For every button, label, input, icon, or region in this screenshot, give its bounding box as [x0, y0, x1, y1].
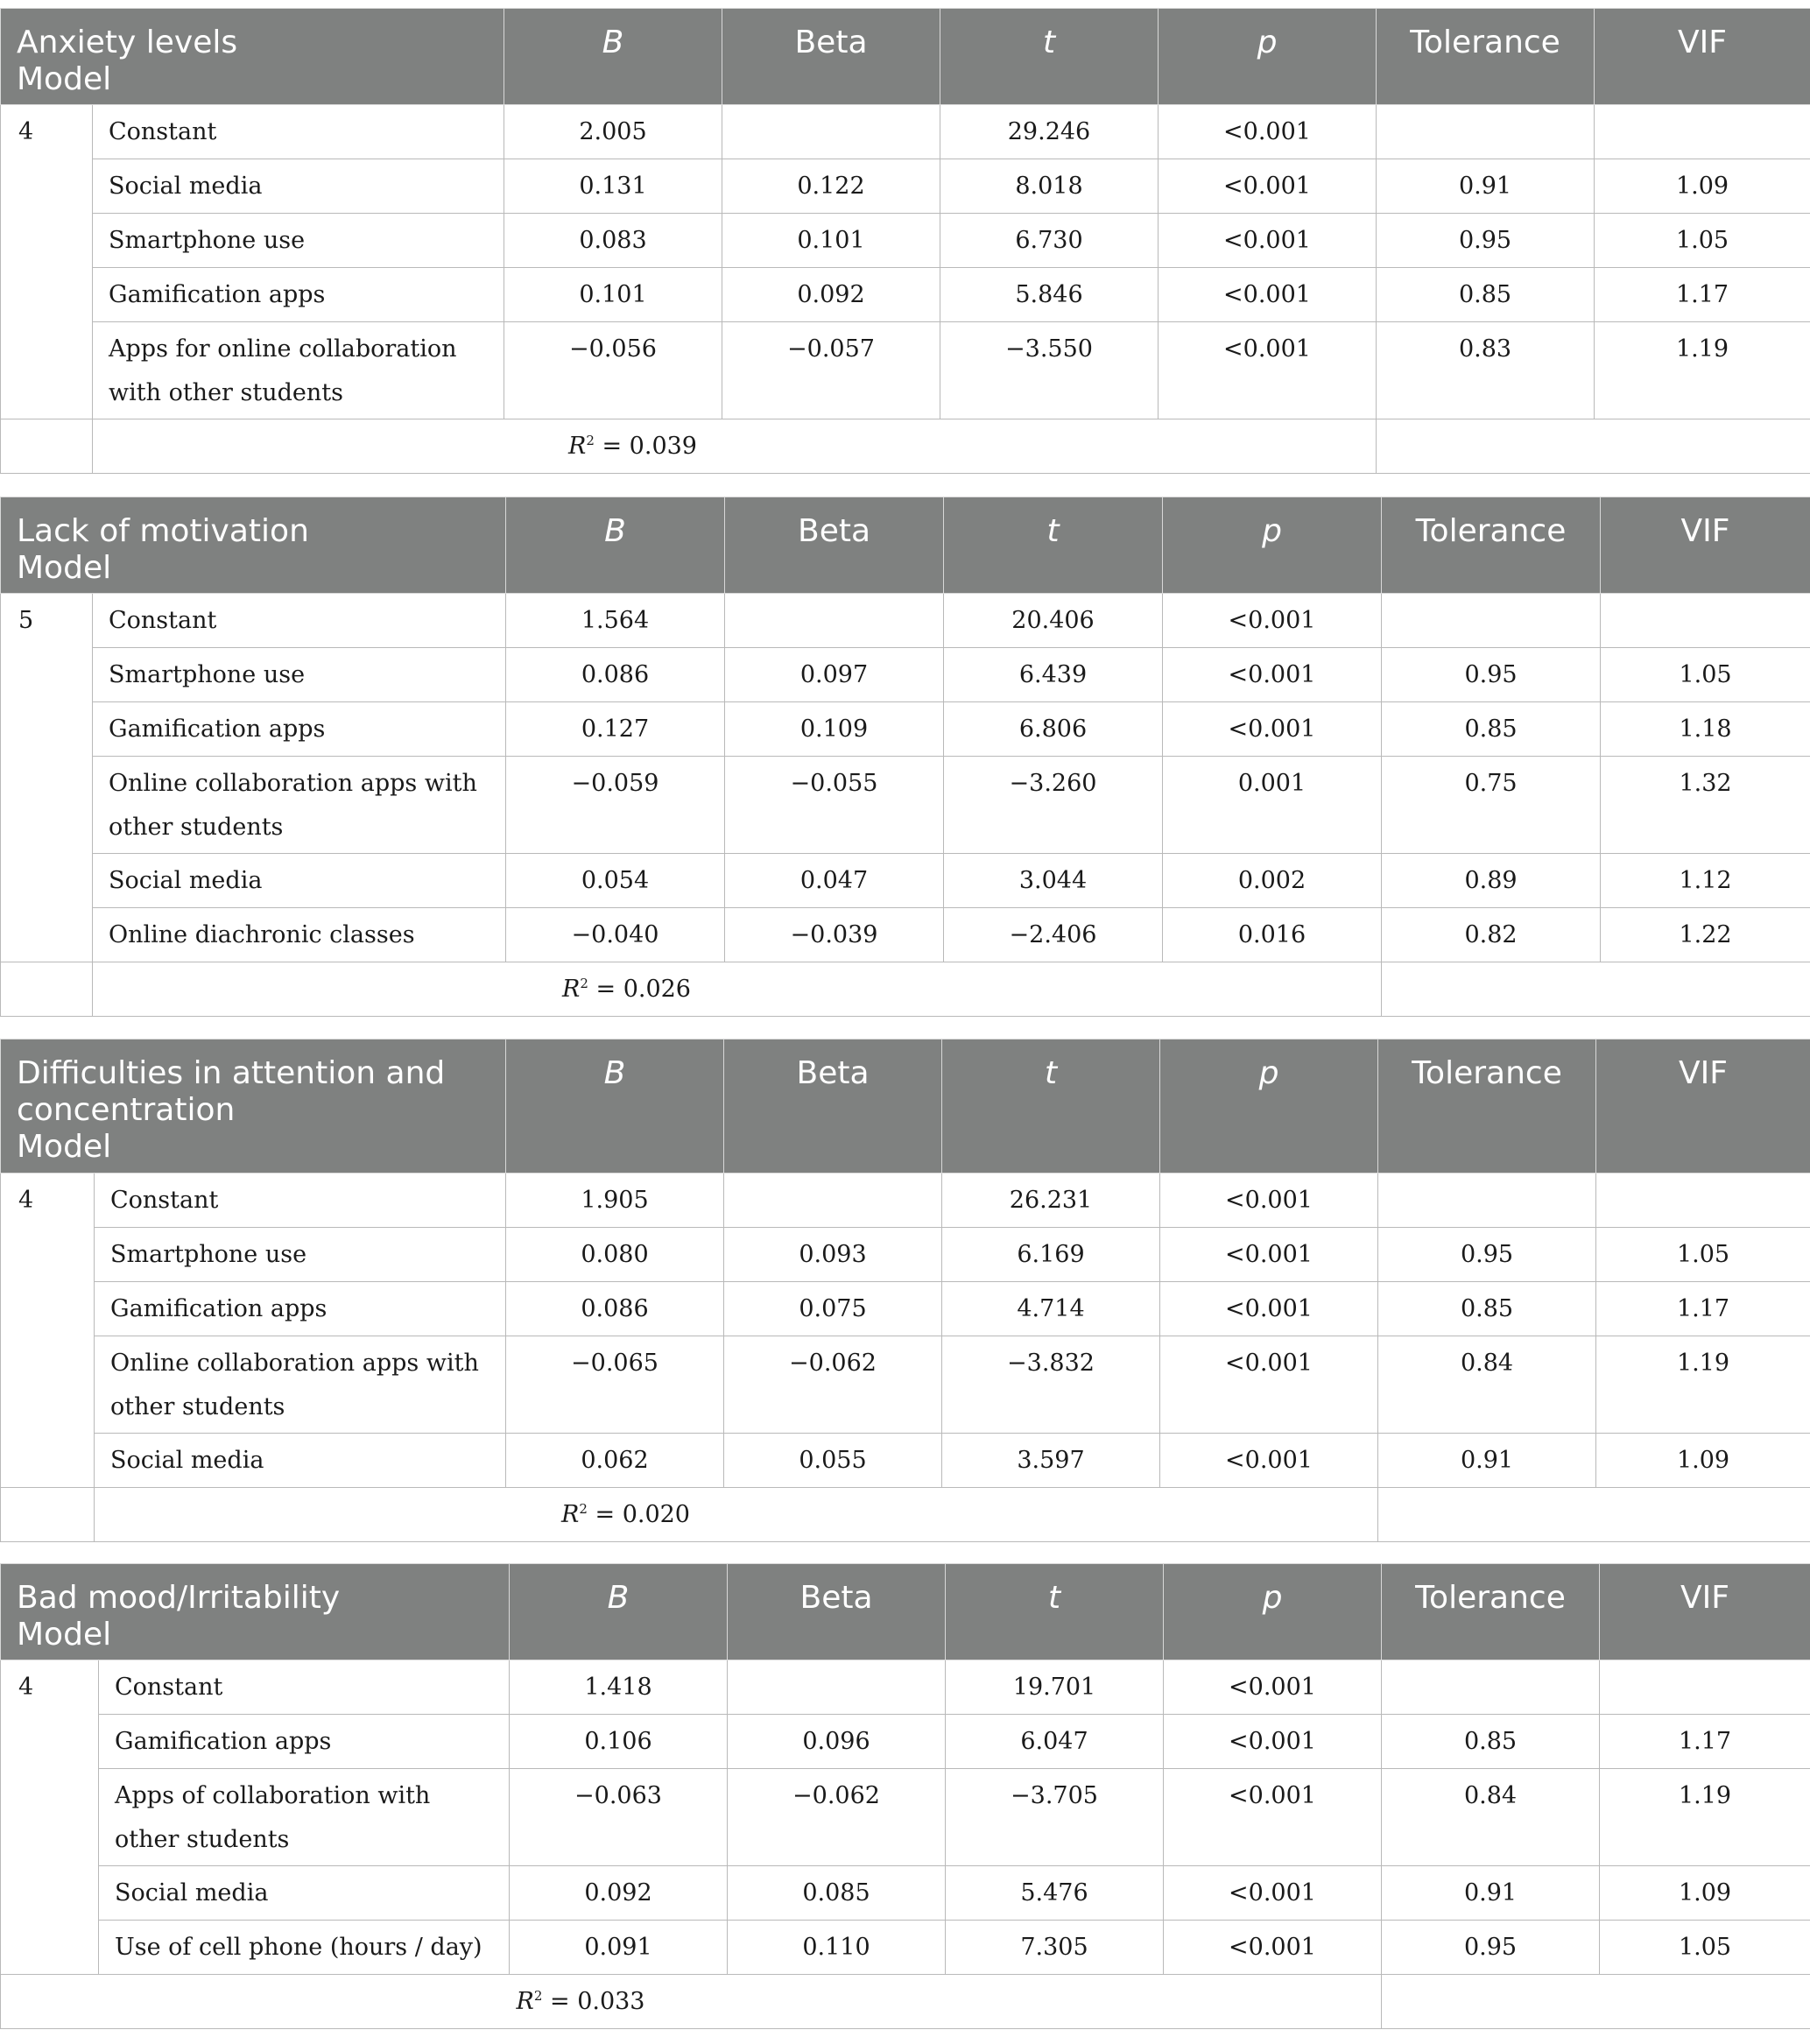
column-header-label: t [1044, 1055, 1058, 1091]
beta-cell: 0.055 [724, 1434, 942, 1488]
tolerance-cell: 0.95 [1378, 1228, 1596, 1282]
predictor-cell: Smartphone use [95, 1228, 506, 1282]
b-cell: 0.086 [506, 1282, 724, 1336]
table-row [1, 159, 1810, 214]
tolerance-cell [1382, 594, 1601, 648]
beta-cell [728, 1660, 946, 1715]
vif-cell: 1.22 [1601, 908, 1810, 962]
predictor-cell: Smartphone use [93, 214, 504, 268]
p-cell: <0.001 [1159, 214, 1377, 268]
table-row [1, 854, 1810, 908]
tolerance-cell: 0.82 [1382, 908, 1601, 962]
vif-cell: 1.05 [1600, 1921, 1810, 1975]
caption-line: Model [17, 1129, 112, 1165]
empty-cell [1382, 962, 1810, 1017]
table-caption [1, 9, 504, 105]
tolerance-cell: 0.91 [1377, 159, 1595, 214]
predictor-cell: Online collaboration apps with other students [93, 757, 506, 854]
predictor-cell: Online diachronic classes [93, 908, 506, 962]
table-caption [1, 1564, 510, 1660]
tolerance-cell [1382, 1660, 1600, 1715]
column-header-label: Tolerance [1415, 1580, 1566, 1616]
predictor-cell: Constant [93, 105, 504, 159]
b-cell: −0.063 [510, 1769, 728, 1866]
header-row [1, 497, 1810, 594]
tolerance-cell: 0.84 [1378, 1336, 1596, 1434]
column-header-label: p [1258, 1055, 1279, 1091]
t-cell: −3.832 [942, 1336, 1160, 1434]
column-header-label: B [603, 1055, 626, 1091]
b-cell: 0.091 [510, 1921, 728, 1975]
model-number: 4 [1, 1174, 95, 1488]
beta-cell: 0.122 [722, 159, 940, 214]
table-caption [1, 1040, 506, 1174]
t-cell: 3.044 [944, 854, 1163, 908]
r-squared-row [1, 419, 1810, 474]
header-row [1, 1564, 1810, 1660]
beta-cell [724, 1174, 942, 1228]
p-cell: <0.001 [1159, 159, 1377, 214]
empty-cell [1382, 1975, 1810, 2029]
column-header-b [506, 497, 725, 594]
table-row [1, 1660, 1810, 1715]
tolerance-cell: 0.91 [1382, 1866, 1600, 1921]
column-header-p [1164, 1564, 1382, 1660]
table-row [1, 702, 1810, 757]
vif-cell: 1.17 [1595, 268, 1810, 322]
p-cell: <0.001 [1159, 105, 1377, 159]
b-cell: 1.418 [510, 1660, 728, 1715]
caption-line: Difficulties in attention and [17, 1055, 446, 1091]
r-squared-symbol: R [562, 976, 581, 1003]
tolerance-cell: 0.75 [1382, 757, 1601, 854]
model-number: 4 [1, 105, 93, 419]
p-cell: <0.001 [1159, 268, 1377, 322]
b-cell: −0.056 [504, 322, 722, 419]
b-cell: 1.905 [506, 1174, 724, 1228]
column-header-label: B [604, 513, 626, 549]
caption-line: Bad mood/Irritability [17, 1580, 341, 1616]
b-cell: −0.059 [506, 757, 725, 854]
table-row [1, 648, 1810, 702]
beta-cell: −0.057 [722, 322, 940, 419]
column-header-label: t [1042, 25, 1056, 60]
b-cell: 0.106 [510, 1715, 728, 1769]
vif-cell [1600, 1660, 1810, 1715]
r-squared-number: = 0.039 [594, 433, 697, 460]
tolerance-cell: 0.95 [1382, 1921, 1600, 1975]
column-header-p [1159, 9, 1377, 105]
column-header-t [942, 1040, 1160, 1174]
column-header-label: B [602, 25, 624, 60]
p-cell: <0.001 [1164, 1921, 1382, 1975]
b-cell: 2.005 [504, 105, 722, 159]
r-squared-number: = 0.026 [588, 976, 691, 1003]
beta-cell: −0.039 [725, 908, 944, 962]
b-cell: 0.080 [506, 1228, 724, 1282]
tolerance-cell [1377, 105, 1595, 159]
tolerance-cell: 0.85 [1382, 702, 1601, 757]
t-cell: 5.846 [940, 268, 1159, 322]
r-squared-symbol: R [561, 1501, 580, 1528]
beta-cell: −0.062 [728, 1769, 946, 1866]
r-squared-exponent: 2 [580, 976, 588, 991]
t-cell: 26.231 [942, 1174, 1160, 1228]
empty-cell [1, 419, 93, 474]
column-header-t [944, 497, 1163, 594]
r-squared-row [1, 962, 1810, 1017]
column-header-label: Beta [796, 1055, 870, 1091]
tolerance-cell: 0.89 [1382, 854, 1601, 908]
beta-cell: 0.085 [728, 1866, 946, 1921]
header-row [1, 1040, 1810, 1174]
tolerance-cell: 0.83 [1377, 322, 1595, 419]
b-cell: 0.131 [504, 159, 722, 214]
vif-cell: 1.05 [1601, 648, 1810, 702]
vif-cell [1601, 594, 1810, 648]
tolerance-cell: 0.95 [1377, 214, 1595, 268]
vif-cell [1596, 1174, 1810, 1228]
table-row [1, 757, 1810, 854]
header-row [1, 9, 1810, 105]
b-cell: 0.054 [506, 854, 725, 908]
regression-table [0, 1039, 1810, 1542]
t-cell: 6.730 [940, 214, 1159, 268]
vif-cell: 1.12 [1601, 854, 1810, 908]
vif-cell: 1.09 [1600, 1866, 1810, 1921]
beta-cell: 0.109 [725, 702, 944, 757]
column-header-label: p [1257, 25, 1278, 60]
beta-cell: 0.075 [724, 1282, 942, 1336]
vif-cell: 1.17 [1596, 1282, 1810, 1336]
r-squared-exponent: 2 [586, 433, 595, 448]
beta-cell: −0.055 [725, 757, 944, 854]
vif-cell: 1.32 [1601, 757, 1810, 854]
r-squared-number: = 0.020 [587, 1501, 690, 1528]
vif-cell: 1.19 [1600, 1769, 1810, 1866]
p-cell: 0.002 [1163, 854, 1382, 908]
caption-line: Anxiety levels [17, 25, 238, 60]
b-cell: 0.092 [510, 1866, 728, 1921]
b-cell: 0.086 [506, 648, 725, 702]
regression-table [0, 497, 1810, 1017]
table-row [1, 322, 1810, 419]
r-squared-exponent: 2 [533, 1988, 543, 2004]
t-cell: 3.597 [942, 1434, 1160, 1488]
table-row [1, 1174, 1810, 1228]
vif-cell: 1.19 [1595, 322, 1810, 419]
r-squared-number: = 0.033 [542, 1988, 645, 2015]
t-cell: −2.406 [944, 908, 1163, 962]
caption-line: concentration [17, 1092, 236, 1128]
table-row [1, 105, 1810, 159]
tolerance-cell: 0.84 [1382, 1769, 1600, 1866]
column-header-p [1160, 1040, 1378, 1174]
r-squared-cell [93, 419, 1377, 474]
table-row [1, 908, 1810, 962]
p-cell: <0.001 [1164, 1866, 1382, 1921]
b-cell: 0.083 [504, 214, 722, 268]
t-cell: 29.246 [940, 105, 1159, 159]
column-header-label: B [607, 1580, 630, 1616]
t-cell: 4.714 [942, 1282, 1160, 1336]
table-row [1, 1715, 1810, 1769]
predictor-cell: Use of cell phone (hours / day) [99, 1921, 510, 1975]
b-cell: 0.062 [506, 1434, 724, 1488]
table-row [1, 1282, 1810, 1336]
predictor-cell: Apps for online collaboration with other students [93, 322, 504, 419]
column-header-label: Beta [799, 1580, 873, 1616]
column-header-label: p [1262, 1580, 1283, 1616]
p-cell: <0.001 [1163, 594, 1382, 648]
t-cell: 6.047 [946, 1715, 1164, 1769]
r-squared-symbol: R [568, 433, 587, 460]
vif-cell [1595, 105, 1810, 159]
beta-cell [722, 105, 940, 159]
predictor-cell: Gamification apps [99, 1715, 510, 1769]
table-row [1, 1921, 1810, 1975]
caption-line: Model [17, 61, 112, 97]
vif-cell: 1.09 [1596, 1434, 1810, 1488]
predictor-cell: Constant [93, 594, 506, 648]
column-header-vif [1596, 1040, 1810, 1174]
predictor-cell: Social media [99, 1866, 510, 1921]
beta-cell: 0.110 [728, 1921, 946, 1975]
column-header-vif [1600, 1564, 1810, 1660]
t-cell: 5.476 [946, 1866, 1164, 1921]
tolerance-cell: 0.95 [1382, 648, 1601, 702]
p-cell: <0.001 [1163, 702, 1382, 757]
column-header-label: t [1047, 1580, 1061, 1616]
b-cell: 0.127 [506, 702, 725, 757]
model-number: 4 [1, 1660, 99, 1975]
predictor-cell: Gamification apps [95, 1282, 506, 1336]
t-cell: 6.439 [944, 648, 1163, 702]
column-header-label: Tolerance [1412, 1055, 1562, 1091]
p-cell: <0.001 [1164, 1715, 1382, 1769]
tolerance-cell: 0.85 [1377, 268, 1595, 322]
beta-cell: 0.097 [725, 648, 944, 702]
r-squared-symbol: R [516, 1988, 534, 2015]
t-cell: 20.406 [944, 594, 1163, 648]
predictor-cell: Apps of collaboration with other students [99, 1769, 510, 1866]
column-header-b [504, 9, 722, 105]
tolerance-cell [1378, 1174, 1596, 1228]
vif-cell: 1.19 [1596, 1336, 1810, 1434]
r-squared-value [562, 976, 691, 1003]
regression-table [0, 1563, 1810, 2029]
column-header-beta [722, 9, 940, 105]
table-row [1, 214, 1810, 268]
column-header-vif [1601, 497, 1810, 594]
column-header-p [1163, 497, 1382, 594]
column-header-label: VIF [1680, 513, 1730, 549]
vif-cell: 1.05 [1595, 214, 1810, 268]
vif-cell: 1.09 [1595, 159, 1810, 214]
column-header-tolerance [1382, 1564, 1600, 1660]
predictor-cell: Gamification apps [93, 702, 506, 757]
column-header-tolerance [1382, 497, 1601, 594]
r-squared-value [517, 1988, 645, 2015]
b-cell: 0.101 [504, 268, 722, 322]
p-cell: <0.001 [1163, 648, 1382, 702]
p-cell: <0.001 [1160, 1282, 1378, 1336]
p-cell: 0.016 [1163, 908, 1382, 962]
p-cell: <0.001 [1160, 1336, 1378, 1434]
caption-line: Model [17, 1617, 112, 1653]
column-header-vif [1595, 9, 1810, 105]
regression-table [0, 8, 1810, 474]
t-cell: 6.806 [944, 702, 1163, 757]
p-cell: <0.001 [1164, 1660, 1382, 1715]
caption-line: Model [17, 550, 112, 586]
p-cell: <0.001 [1164, 1769, 1382, 1866]
model-number: 5 [1, 594, 93, 962]
predictor-cell: Social media [93, 159, 504, 214]
column-header-beta [724, 1040, 942, 1174]
r-squared-row [1, 1488, 1810, 1542]
column-header-label: p [1262, 513, 1282, 549]
column-header-label: Tolerance [1410, 25, 1560, 60]
column-header-b [510, 1564, 728, 1660]
predictor-cell: Constant [99, 1660, 510, 1715]
t-cell: 8.018 [940, 159, 1159, 214]
table-row [1, 1336, 1810, 1434]
beta-cell: 0.047 [725, 854, 944, 908]
predictor-cell: Gamification apps [93, 268, 504, 322]
column-header-tolerance [1377, 9, 1595, 105]
r-squared-row [1, 1975, 1810, 2029]
beta-cell: −0.062 [724, 1336, 942, 1434]
p-cell: <0.001 [1160, 1434, 1378, 1488]
beta-cell: 0.092 [722, 268, 940, 322]
t-cell: −3.260 [944, 757, 1163, 854]
vif-cell: 1.17 [1600, 1715, 1810, 1769]
column-header-label: Tolerance [1415, 513, 1567, 549]
tolerance-cell: 0.91 [1378, 1434, 1596, 1488]
r-squared-value [568, 433, 697, 460]
tolerance-cell: 0.85 [1382, 1715, 1600, 1769]
empty-cell [1378, 1488, 1810, 1542]
table-caption [1, 497, 506, 594]
column-header-label: VIF [1679, 1055, 1728, 1091]
table-row [1, 1434, 1810, 1488]
t-cell: −3.705 [946, 1769, 1164, 1866]
predictor-cell: Online collaboration apps with other students [95, 1336, 506, 1434]
t-cell: −3.550 [940, 322, 1159, 419]
b-cell: −0.040 [506, 908, 725, 962]
column-header-tolerance [1378, 1040, 1596, 1174]
table-row [1, 1769, 1810, 1866]
column-header-t [940, 9, 1159, 105]
predictor-cell: Social media [95, 1434, 506, 1488]
r-squared-cell [93, 962, 1382, 1017]
caption-line: Lack of motivation [17, 513, 309, 549]
t-cell: 19.701 [946, 1660, 1164, 1715]
column-header-label: VIF [1680, 1580, 1729, 1616]
empty-cell [1, 1488, 95, 1542]
p-cell: <0.001 [1160, 1228, 1378, 1282]
beta-cell: 0.101 [722, 214, 940, 268]
column-header-label: Beta [798, 513, 871, 549]
r-squared-exponent: 2 [579, 1501, 588, 1517]
r-squared-cell [95, 1488, 1378, 1542]
predictor-cell: Constant [95, 1174, 506, 1228]
beta-cell [725, 594, 944, 648]
p-cell: 0.001 [1163, 757, 1382, 854]
empty-cell [1, 962, 93, 1017]
column-header-t [946, 1564, 1164, 1660]
tolerance-cell: 0.85 [1378, 1282, 1596, 1336]
vif-cell: 1.18 [1601, 702, 1810, 757]
predictor-cell: Social media [93, 854, 506, 908]
beta-cell: 0.096 [728, 1715, 946, 1769]
column-header-label: t [1046, 513, 1060, 549]
table-row [1, 1228, 1810, 1282]
vif-cell: 1.05 [1596, 1228, 1810, 1282]
predictor-cell: Smartphone use [93, 648, 506, 702]
r-squared-value [561, 1501, 690, 1528]
r-squared-cell [1, 1975, 1382, 2029]
p-cell: <0.001 [1159, 322, 1377, 419]
p-cell: <0.001 [1160, 1174, 1378, 1228]
column-header-label: Beta [794, 25, 868, 60]
t-cell: 7.305 [946, 1921, 1164, 1975]
beta-cell: 0.093 [724, 1228, 942, 1282]
column-header-label: VIF [1678, 25, 1727, 60]
b-cell: 1.564 [506, 594, 725, 648]
column-header-beta [728, 1564, 946, 1660]
b-cell: −0.065 [506, 1336, 724, 1434]
empty-cell [1377, 419, 1810, 474]
table-row [1, 268, 1810, 322]
table-row [1, 594, 1810, 648]
column-header-b [506, 1040, 724, 1174]
column-header-beta [725, 497, 944, 594]
t-cell: 6.169 [942, 1228, 1160, 1282]
table-row [1, 1866, 1810, 1921]
